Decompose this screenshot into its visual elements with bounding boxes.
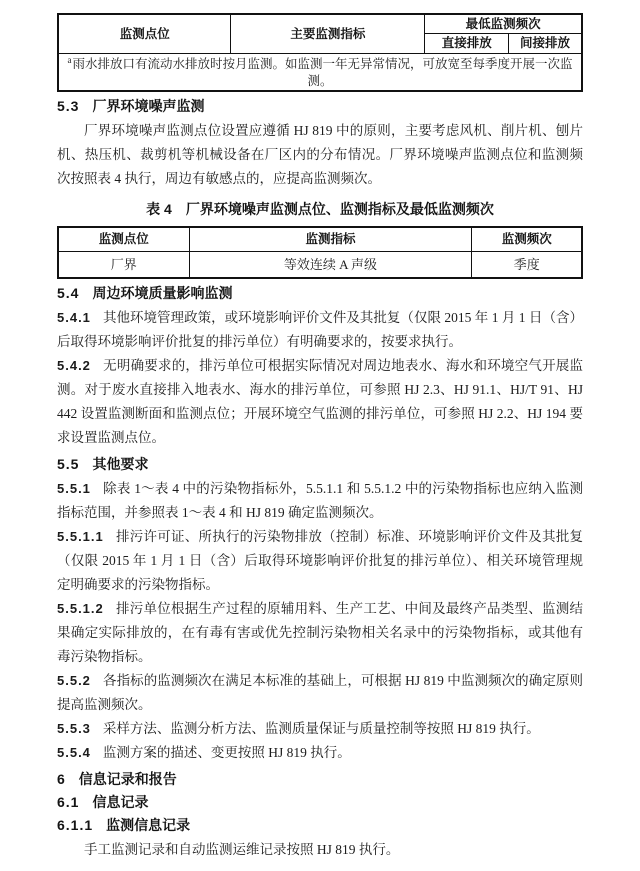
table4-col-point: 监测点位	[58, 227, 189, 252]
clause-5-4-2	[57, 354, 583, 450]
footnote-mark: a	[67, 55, 72, 65]
clause-5-5-2	[57, 669, 583, 717]
paragraph-5-3: 厂界环境噪声监测点位设置应遵循 HJ 819 中的原则，主要考虑风机、削片机、刨片机、热压机、裁剪机等机械设备在厂区内的分布情况。厂界环境噪声监测点位和监测频次按照表 4 执行，周边有敏感点的，应提高监测频次。	[57, 122, 583, 186]
col-header-min-frequency: 最低监测频次	[425, 14, 582, 34]
clause-number: 5.4.1	[57, 309, 91, 325]
section-heading-5-4	[57, 285, 583, 302]
clause-5-5-1-2	[57, 597, 583, 669]
section-number: 6.1.1	[57, 816, 94, 833]
section-title: 监测信息记录	[106, 816, 191, 833]
clause-5-5-3	[57, 717, 583, 741]
section-heading-6-1	[57, 794, 583, 811]
table4-data-row	[58, 251, 582, 278]
clause-number: 5.5.3	[57, 720, 91, 736]
clause-text: 各指标的监测频次在满足本标准的基础上，可根据 HJ 819 中监测频次的确定原则提高监测频次。	[57, 672, 583, 712]
table4-cell-frequency: 季度	[472, 251, 582, 278]
col-header-indirect-discharge: 间接排放	[509, 34, 582, 54]
table-continuation	[57, 13, 583, 92]
clause-5-5-1-1	[57, 525, 583, 597]
clause-text: 除表 1～表 4 中的污染物指标外，5.5.1.1 和 5.5.1.2 中的污染物指标也应纳入监测指标范围，并参照表 1～表 4 和 HJ 819 确定监测频次。	[57, 480, 583, 520]
section-number: 5.4	[57, 284, 80, 301]
clause-text: 监测方案的描述、变更按照 HJ 819 执行。	[102, 744, 351, 760]
table4-cell-indicator: 等效连续 A 声级	[189, 251, 472, 278]
table-4	[57, 226, 583, 279]
col-header-main-indicator: 主要监测指标	[231, 14, 425, 54]
footnote-text: 雨水排放口有流动水排放时按月监测。如监测一年无异常情况，可放宽至每季度开展一次监测。	[72, 57, 573, 89]
table4-caption: 表 4 厂界环境噪声监测点位、监测指标及最低监测频次	[146, 200, 494, 217]
col-header-direct-discharge: 直接排放	[425, 34, 509, 54]
table4-col-frequency: 监测频次	[472, 227, 582, 252]
section-heading-5-5	[57, 456, 583, 473]
clause-text: 采样方法、监测分析方法、监测质量保证与质量控制等按照 HJ 819 执行。	[102, 720, 540, 736]
clause-number: 5.4.2	[57, 357, 91, 373]
clause-5-5-4	[57, 741, 583, 765]
clause-text: 其他环境管理政策，或环境影响评价文件及其批复（仅限 2015 年 1 月 1 日（含）后取得环境影响评价批复的排污单位）有明确要求的，按要求执行。	[57, 309, 583, 349]
clause-text: 排污许可证、所执行的污染物排放（控制）标准、环境影响评价文件及其批复（仅限 2015 年 1 月 1 日（含）后取得环境影响评价批复的排污单位）、相关环境管理规定明确要求的污染物指标。	[57, 528, 583, 592]
section-heading-5-3	[57, 98, 583, 115]
section-title: 信息记录和报告	[78, 770, 177, 787]
section-title: 厂界环境噪声监测	[92, 97, 205, 114]
table-footnote	[58, 54, 582, 91]
section-heading-6	[57, 771, 583, 788]
table4-header-row	[58, 227, 582, 252]
section-number: 6	[57, 770, 66, 787]
section-title: 周边环境质量影响监测	[92, 284, 233, 301]
table4-col-indicator: 监测指标	[189, 227, 472, 252]
section-heading-6-1-1	[57, 817, 583, 834]
section-number: 5.5	[57, 455, 80, 472]
clause-5-4-1	[57, 306, 583, 354]
col-header-monitoring-point: 监测点位	[58, 14, 231, 54]
clause-number: 5.5.4	[57, 744, 91, 760]
section-title: 信息记录	[92, 793, 149, 810]
clause-text: 无明确要求的，排污单位可根据实际情况对周边地表水、海水和环境空气开展监测。对于废水直接排入地表水、海水的排污单位，可参照 HJ 2.3、HJ 91.1、HJ/T 91、HJ 442 设置监测断面和监测点位；开展环境空气监测的排污单位，可参照 HJ 2.2、HJ 194 要求设置监测点位。	[57, 357, 583, 445]
clause-number: 5.5.1.1	[57, 528, 104, 544]
table4-cell-point: 厂界	[58, 251, 189, 278]
section-title: 其他要求	[92, 455, 149, 472]
section-number: 5.3	[57, 97, 80, 114]
clause-text: 排污单位根据生产过程的原辅用料、生产工艺、中间及最终产品类型、监测结果确定实际排放的，在有毒有害或优先控制污染物相关名录中的污染物指标，或其他有毒污染物指标。	[57, 600, 583, 664]
section-number: 6.1	[57, 793, 80, 810]
clause-number: 5.5.1	[57, 480, 91, 496]
clause-5-5-1	[57, 477, 583, 525]
paragraph-6-1-1: 手工监测记录和自动监测运维记录按照 HJ 819 执行。	[84, 841, 400, 857]
clause-number: 5.5.2	[57, 672, 91, 688]
clause-number: 5.5.1.2	[57, 600, 104, 616]
